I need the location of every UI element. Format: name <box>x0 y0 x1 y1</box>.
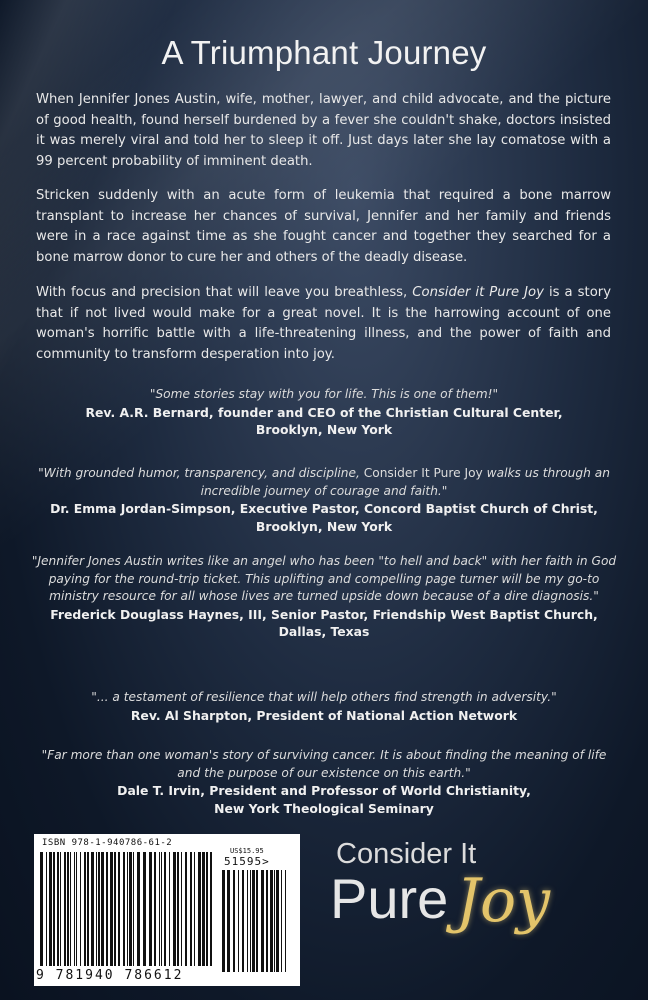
barcode-bar <box>137 852 140 966</box>
barcode-bar <box>133 852 134 966</box>
synopsis-paragraph-3 <box>36 283 611 365</box>
synopsis-paragraph-2: Stricken suddenly with an acute form of leukemia that required a bone marrow transplant to increase her chances of survival, Jennifer and her family and friends were in a race against time as she fought cancer and together they searched for a bone marrow donor to cure her and others of the deadly disease. <box>36 188 611 265</box>
barcode-bar <box>198 852 201 966</box>
endorsement-5 <box>30 747 618 817</box>
book-title-reference: Consider it Pure Joy <box>412 285 544 300</box>
barcode-bar <box>143 852 146 966</box>
endorsement-location: New York Theological Seminary <box>214 800 434 816</box>
barcode-bar <box>106 852 108 966</box>
barcode-bar <box>127 852 128 966</box>
barcode-bar <box>276 870 279 972</box>
barcode-bar <box>70 852 71 966</box>
barcode-bar <box>177 852 179 966</box>
endorsement-attribution: Dr. Emma Jordan-Simpson, Executive Pastor, Concord Baptist Church of Christ, <box>50 501 598 516</box>
barcode-bar <box>247 870 248 972</box>
barcode-bar <box>185 852 187 966</box>
barcode-bar <box>281 870 282 972</box>
endorsement-quote: "Far more than one woman's story of surviving cancer. It is about finding the meaning of life and the purpose of our existence on this earth." <box>41 748 607 780</box>
logo-title-accent: Joy <box>456 866 551 936</box>
endorsement-4 <box>30 689 618 724</box>
barcode-bar <box>181 852 182 966</box>
barcode-bar <box>123 852 125 966</box>
barcode-bar <box>57 852 59 966</box>
logo-title-line2: Pure <box>330 867 449 930</box>
endorsement-attribution: Rev. A.R. Bernard, founder and CEO of the Christian Cultural Center, <box>85 404 563 420</box>
barcode-bar <box>91 852 94 966</box>
endorsement-quote: "Some stories stay with you for life. This is one of them!" <box>149 387 499 401</box>
endorsement-quote: "... a testament of resilience that will help others find strength in adversity." <box>91 690 557 704</box>
barcode-bar <box>261 870 264 972</box>
quote-text: "With grounded humor, transparency, and discipline, <box>38 466 364 480</box>
barcode-bars-main <box>40 852 216 966</box>
barcode-bar <box>49 852 52 966</box>
synopsis-text: is a story that if not lived would make for a great novel. It is the harrowing account of one woman's horrific battle with a life-threatening illness, and the power of faith and community to transform desperation into joy. <box>36 285 612 362</box>
barcode-bar <box>173 852 176 966</box>
barcode-bar <box>64 852 66 966</box>
endorsement-attribution: Rev. Al Sharpton, President of National Action Network <box>130 707 518 723</box>
barcode-bar <box>98 852 100 966</box>
barcode-bar <box>46 852 47 966</box>
barcode-bar <box>80 852 81 966</box>
endorsement-quote: "Jennifer Jones Austin writes like an angel who has been "to hell and back" with her faith in God paying for the round-trip ticket. This uplifting and compelling page turner will be my go-to ministry resource for all whose lives are turned upside down because of a dire diagnosis." <box>31 554 617 603</box>
barcode-bar <box>210 852 212 966</box>
barcode-bar <box>101 852 104 966</box>
isbn-label: ISBN 978-1-940786-61-2 <box>42 838 173 848</box>
barcode-bar <box>222 870 225 972</box>
endorsement-attribution: Dale T. Irvin, President and Professor of World Christianity, <box>117 783 531 798</box>
barcode-bar <box>84 852 86 966</box>
barcode-bar <box>250 870 251 972</box>
barcode-bar <box>67 852 69 966</box>
cover-title: A Triumphant Journey <box>161 34 487 71</box>
barcode-bar <box>161 852 162 966</box>
barcode-digits: 9 781940 786612 <box>36 968 184 983</box>
barcode-bar <box>238 870 239 972</box>
price-code: 51595> <box>224 855 270 868</box>
barcode-bar <box>60 852 61 966</box>
barcode-bars-addon <box>222 870 288 972</box>
endorsement-quote <box>30 465 618 500</box>
barcode-bar <box>242 870 244 972</box>
endorsement-location: Brooklyn, New York <box>255 518 393 534</box>
barcode-bar <box>270 870 273 972</box>
barcode-bar <box>96 852 97 966</box>
barcode-bar <box>114 852 116 966</box>
barcode-bar <box>274 870 275 972</box>
synopsis-text: With focus and precision that will leave you breathless, <box>36 285 413 300</box>
barcode-bar <box>256 870 258 972</box>
book-title-reference: Consider It Pure Joy <box>363 466 483 480</box>
endorsement-3 <box>30 553 618 641</box>
barcode-bar <box>129 852 132 966</box>
barcode-bar <box>53 852 55 966</box>
endorsement-1 <box>30 386 618 439</box>
barcode-bar <box>190 852 192 966</box>
endorsement-location: Dallas, Texas <box>278 624 370 639</box>
synopsis-paragraph-1: When Jennifer Jones Austin, wife, mother, lawyer, and child advocate, and the picture of good health, found herself burdened by a fever she couldn't shake, doctors insisted it was merely viral and told her to sleep it off. Just days later she lay comatose with a 99 percent probability of imminent death. <box>36 92 611 169</box>
barcode-bar <box>285 870 286 972</box>
barcode-bar <box>154 852 156 966</box>
barcode-bar <box>159 852 160 966</box>
endorsement-attribution: Frederick Douglass Haynes, III, Senior Pastor, Friendship West Baptist Church, <box>50 606 598 622</box>
barcode-bar <box>202 852 205 966</box>
barcode-bar <box>169 852 170 966</box>
barcode-bar <box>206 852 208 966</box>
barcode-bar <box>227 870 230 972</box>
barcode-bar <box>110 852 113 966</box>
barcode-bar <box>233 870 235 972</box>
barcode-bar <box>149 852 152 966</box>
barcode-bar <box>74 852 75 966</box>
barcode-bar <box>87 852 89 966</box>
endorsement-2 <box>30 465 618 535</box>
endorsement-location: Brooklyn, New York <box>255 422 393 437</box>
barcode-bar <box>194 852 195 966</box>
barcode-bar <box>118 852 120 966</box>
barcode-bar <box>76 852 77 966</box>
logo-title-line1: Consider It <box>336 838 477 870</box>
price-label: US$15.95 <box>230 847 264 855</box>
barcode-bar <box>266 870 268 972</box>
isbn-barcode <box>34 834 300 986</box>
barcode-bar <box>252 870 255 972</box>
barcode-bar <box>164 852 166 966</box>
barcode-bar <box>40 852 43 966</box>
quote-text: walks us through an incredible journey of courage and faith." <box>200 466 610 498</box>
